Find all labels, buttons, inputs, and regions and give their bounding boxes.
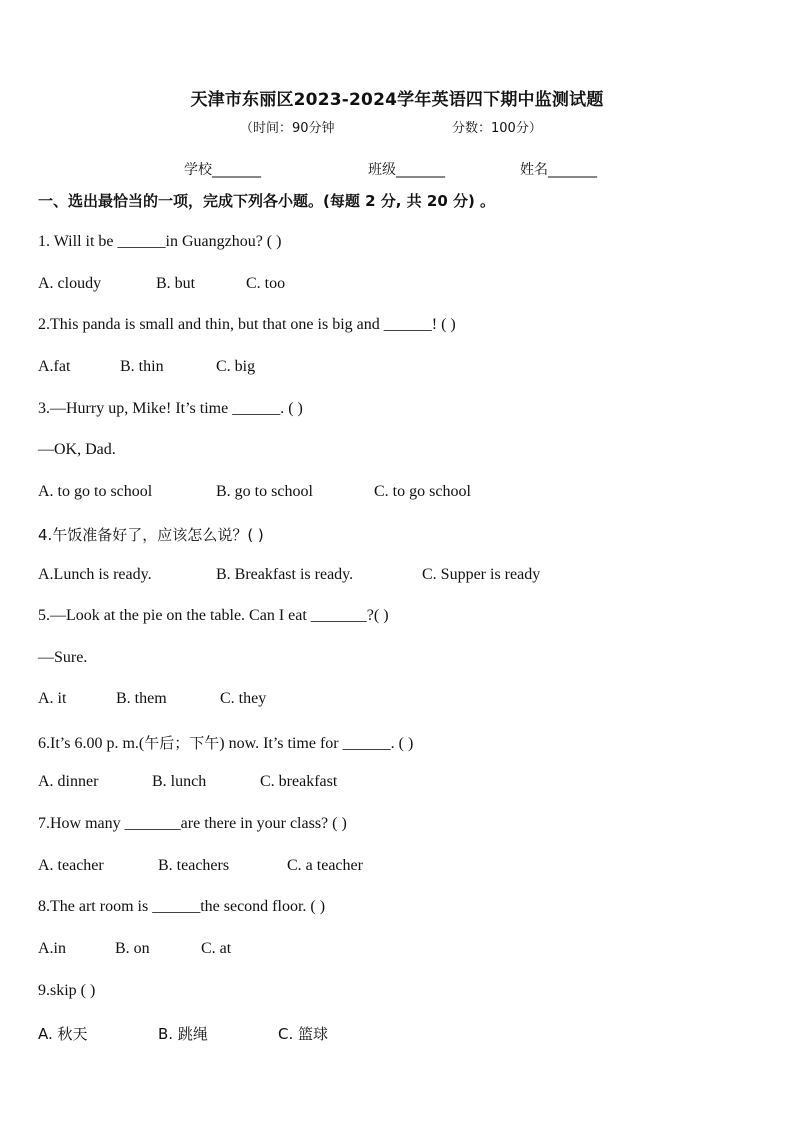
option-c: C. 篮球 <box>278 1025 329 1043</box>
option-b: B. thin <box>120 358 164 375</box>
question-5: 5.—Look at the pie on the table. Can I eat _______?( ) <box>38 607 389 624</box>
options-4 <box>38 566 540 584</box>
option-a: A. it <box>38 690 67 707</box>
exam-time: （时间：90分钟 <box>240 121 335 136</box>
question-6-part-a: 6.It’s 6.00 p. m.( <box>38 735 145 752</box>
options-3 <box>38 483 471 501</box>
options-2 <box>38 358 255 376</box>
options-6 <box>38 773 337 791</box>
option-b: B. Breakfast is ready. <box>216 566 354 583</box>
question-6-part-b: ) now. It’s time for ______. ( ) <box>219 735 414 752</box>
option-b: B. but <box>156 275 196 292</box>
option-b: B. go to school <box>216 483 313 500</box>
option-c: C. to go school <box>374 483 471 500</box>
question-7: 7.How many _______are there in your class? ( ) <box>38 815 347 832</box>
reply-5: —Sure. <box>38 649 88 666</box>
option-a: A. 秋天 <box>38 1025 88 1043</box>
option-a: A. dinner <box>38 773 99 790</box>
exam-score: 分数：100分） <box>452 121 542 136</box>
page-title: 天津市东丽区2023-2024学年英语四下期中监测试题 <box>190 90 604 110</box>
option-a: A.fat <box>38 358 71 375</box>
name-field: 姓名_______ <box>520 162 597 178</box>
option-c: C. breakfast <box>260 773 338 790</box>
option-a: A.in <box>38 940 66 957</box>
question-6 <box>38 732 413 753</box>
question-4 <box>38 524 264 545</box>
options-7 <box>38 857 363 875</box>
option-a: A. to go to school <box>38 483 153 500</box>
class-field: 班级_______ <box>368 162 445 178</box>
option-a: A. cloudy <box>38 275 102 292</box>
options-5 <box>38 690 266 708</box>
option-b: B. on <box>115 940 150 957</box>
options-9 <box>38 1023 328 1044</box>
question-8: 8.The art room is ______the second floor. ( ) <box>38 898 326 915</box>
option-b: B. lunch <box>152 773 207 790</box>
option-b: B. 跳绳 <box>158 1025 208 1043</box>
option-c: C. at <box>201 940 232 957</box>
question-4-text: 4.午饭准备好了，应该怎么说？( ) <box>38 526 264 544</box>
school-field: 学校_______ <box>184 162 261 178</box>
question-3: 3.—Hurry up, Mike! It’s time ______. ( ) <box>38 400 303 417</box>
options-8 <box>38 940 231 958</box>
question-1: 1. Will it be ______in Guangzhou? ( ) <box>38 233 282 250</box>
option-b: B. teachers <box>158 857 230 874</box>
option-c: C. Supper is ready <box>422 566 541 583</box>
option-c: C. they <box>220 690 267 707</box>
reply-3: —OK, Dad. <box>38 441 116 458</box>
option-a: A.Lunch is ready. <box>38 566 152 583</box>
option-c: C. big <box>216 358 256 375</box>
option-c: C. too <box>246 275 286 292</box>
section-heading: 一、选出最恰当的一项，完成下列各小题。(每题 2 分, 共 20 分) 。 <box>38 192 496 210</box>
question-2: 2.This panda is small and thin, but that one is big and ______! ( ) <box>38 316 456 333</box>
question-6-hint: 午后；下午 <box>144 734 220 752</box>
option-b: B. them <box>116 690 167 707</box>
option-c: C. a teacher <box>287 857 363 874</box>
options-1 <box>38 275 285 293</box>
question-9: 9.skip ( ) <box>38 982 96 999</box>
option-a: A. teacher <box>38 857 104 874</box>
